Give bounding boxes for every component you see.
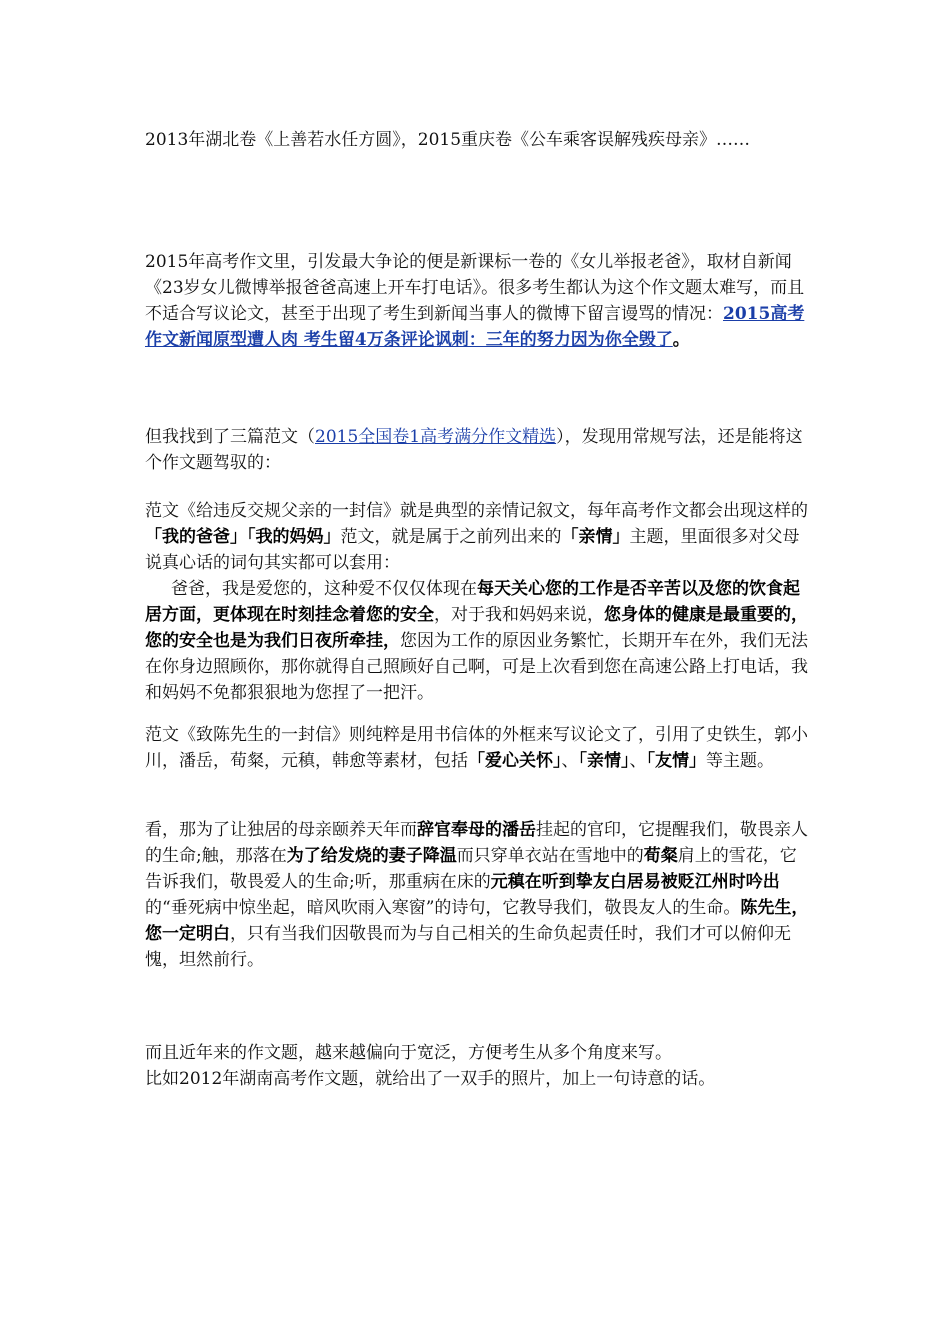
essay-two-quote-1: 看，那为了让独居的母亲颐养天年而 — [145, 820, 417, 840]
essay-two-quote-bold-4: 元稹在听到挚友白居易被贬江州时吟出 — [490, 872, 780, 892]
paragraph-2015-controversy — [145, 249, 810, 353]
news-article-link[interactable]: 2015高考作文新闻原型遭人肉 考生留4万条评论讽刺：三年的努力因为你全毁了 — [145, 304, 805, 350]
paragraph-essay-two — [145, 722, 810, 774]
essay-two-quote-5: 的“垂死病中惊坐起，暗风吹雨入寒窗”的诗句，它教导我们，敬畏友人的生命。 — [145, 898, 741, 918]
paragraph-hunan-example — [145, 1066, 810, 1092]
essay-two-bold-2: 「亲情」 — [578, 751, 630, 771]
essay-one-bold-2: 「亲情」 — [561, 527, 630, 547]
essay-two-quote-bold-3: 荀粲 — [643, 846, 678, 866]
essay-two-text-1: 范文《致陈先生的一封信》则纯粹是用书信体的外框来写议论文了，引用了史铁生，郭小川，潘岳，荀粲，元稹，韩愈等素材，包括 — [145, 725, 808, 771]
essay-two-quote-6: ，只有当我们因敬畏而为与自己相关的生命负起责任时，我们才可以俯仰无愧，坦然前行。 — [145, 924, 791, 970]
essay-two-text-3: 、 — [629, 751, 647, 771]
essay-two-quote-3: 而只穿单衣站在雪地中的 — [456, 846, 644, 866]
essay-collection-link[interactable]: 2015全国卷1高考满分作文精选 — [315, 427, 557, 447]
paragraph-broad-topics — [145, 1040, 810, 1066]
quote-bold-2: 您身体的健康是最重要的，您的安全也是为我们日夜所牵挂， — [145, 605, 808, 651]
three-essays-pre: 但我找到了三篇范文（ — [145, 427, 315, 447]
broad-topics-text: 而且近年来的作文题，越来越偏向于宽泛，方便考生从多个角度来写。 — [145, 1043, 672, 1063]
quote-text-3: 您因为工作的原因业务繁忙，长期开车在外，我们无法在你身边照顾你，那你就得自己照顾好自己啊，可是上次看到您在高速公路上打电话，我和妈妈不免都狠狠地为您捏了一把汗。 — [145, 631, 808, 703]
quote-text-1: 爸爸，我是爱您的，这种爱不仅仅体现在 — [171, 579, 477, 599]
essay-two-bold-1: 「爱心关怀」 — [468, 751, 562, 771]
essay-two-quote-bold-5: 陈先生，您一定明白 — [145, 898, 809, 944]
essay-one-text-3: 主题，里面很多对父母说真心话的词句其实都可以套用： — [145, 527, 800, 573]
essay-two-quote-bold-2: 为了给发烧的妻子降温 — [286, 846, 457, 866]
essay-one-bold-1: 「我的爸爸」「我的妈妈」 — [145, 527, 341, 547]
intro-examples-text: 2013年湖北卷《上善若水任方圆》，2015重庆卷《公车乘客误解残疾母亲》…… — [145, 130, 751, 150]
paragraph-intro-examples — [145, 127, 810, 153]
paragraph-three-essays — [145, 424, 810, 476]
controversy-text: 2015年高考作文里，引发最大争论的便是新课标一卷的《女儿举报老爸》，取材自新闻《23岁女儿微博举报爸爸高速上开车打电话》。很多考生都认为这个作文题太难写，而且不适合写议论文，甚至于出现了考生到新闻当事人的微博下留言谩骂的情况： — [145, 252, 805, 324]
essay-two-bold-3: 「友情」 — [646, 751, 706, 771]
three-essays-post: ），发现用常规写法，还是能将这个作文题驾驭的： — [145, 427, 803, 473]
quote-text-2: ，对于我和妈妈来说， — [434, 605, 604, 625]
essay-two-quote-4: 肩上的雪花，它告诉我们，敬畏爱人的生命;听，那重病在床的 — [145, 846, 797, 892]
paragraph-essay-two-quote — [145, 817, 810, 973]
controversy-end: 。 — [672, 330, 690, 350]
paragraph-essay-one-quote — [145, 576, 810, 706]
essay-two-text-2: 、 — [561, 751, 579, 771]
hunan-example-text: 比如2012年湖南高考作文题，就给出了一双手的照片，加上一句诗意的话。 — [145, 1069, 716, 1089]
essay-two-quote-2: 挂起的官印，它提醒我们，敬畏亲人的生命;触，那落在 — [145, 820, 808, 866]
essay-two-quote-bold-1: 辞官奉母的潘岳 — [417, 820, 536, 840]
quote-bold-1: 每天关心您的工作是否辛苦以及您的饮食起居方面，更体现在时刻挂念着您的安全 — [145, 579, 800, 625]
essay-one-text-1: 范文《给违反交规父亲的一封信》就是典型的亲情记叙文，每年高考作文都会出现这样的 — [145, 501, 808, 521]
paragraph-essay-one — [145, 498, 810, 576]
essay-one-text-2: 范文，就是属于之前列出来的 — [340, 527, 562, 547]
essay-two-text-4: 等主题。 — [706, 751, 774, 771]
